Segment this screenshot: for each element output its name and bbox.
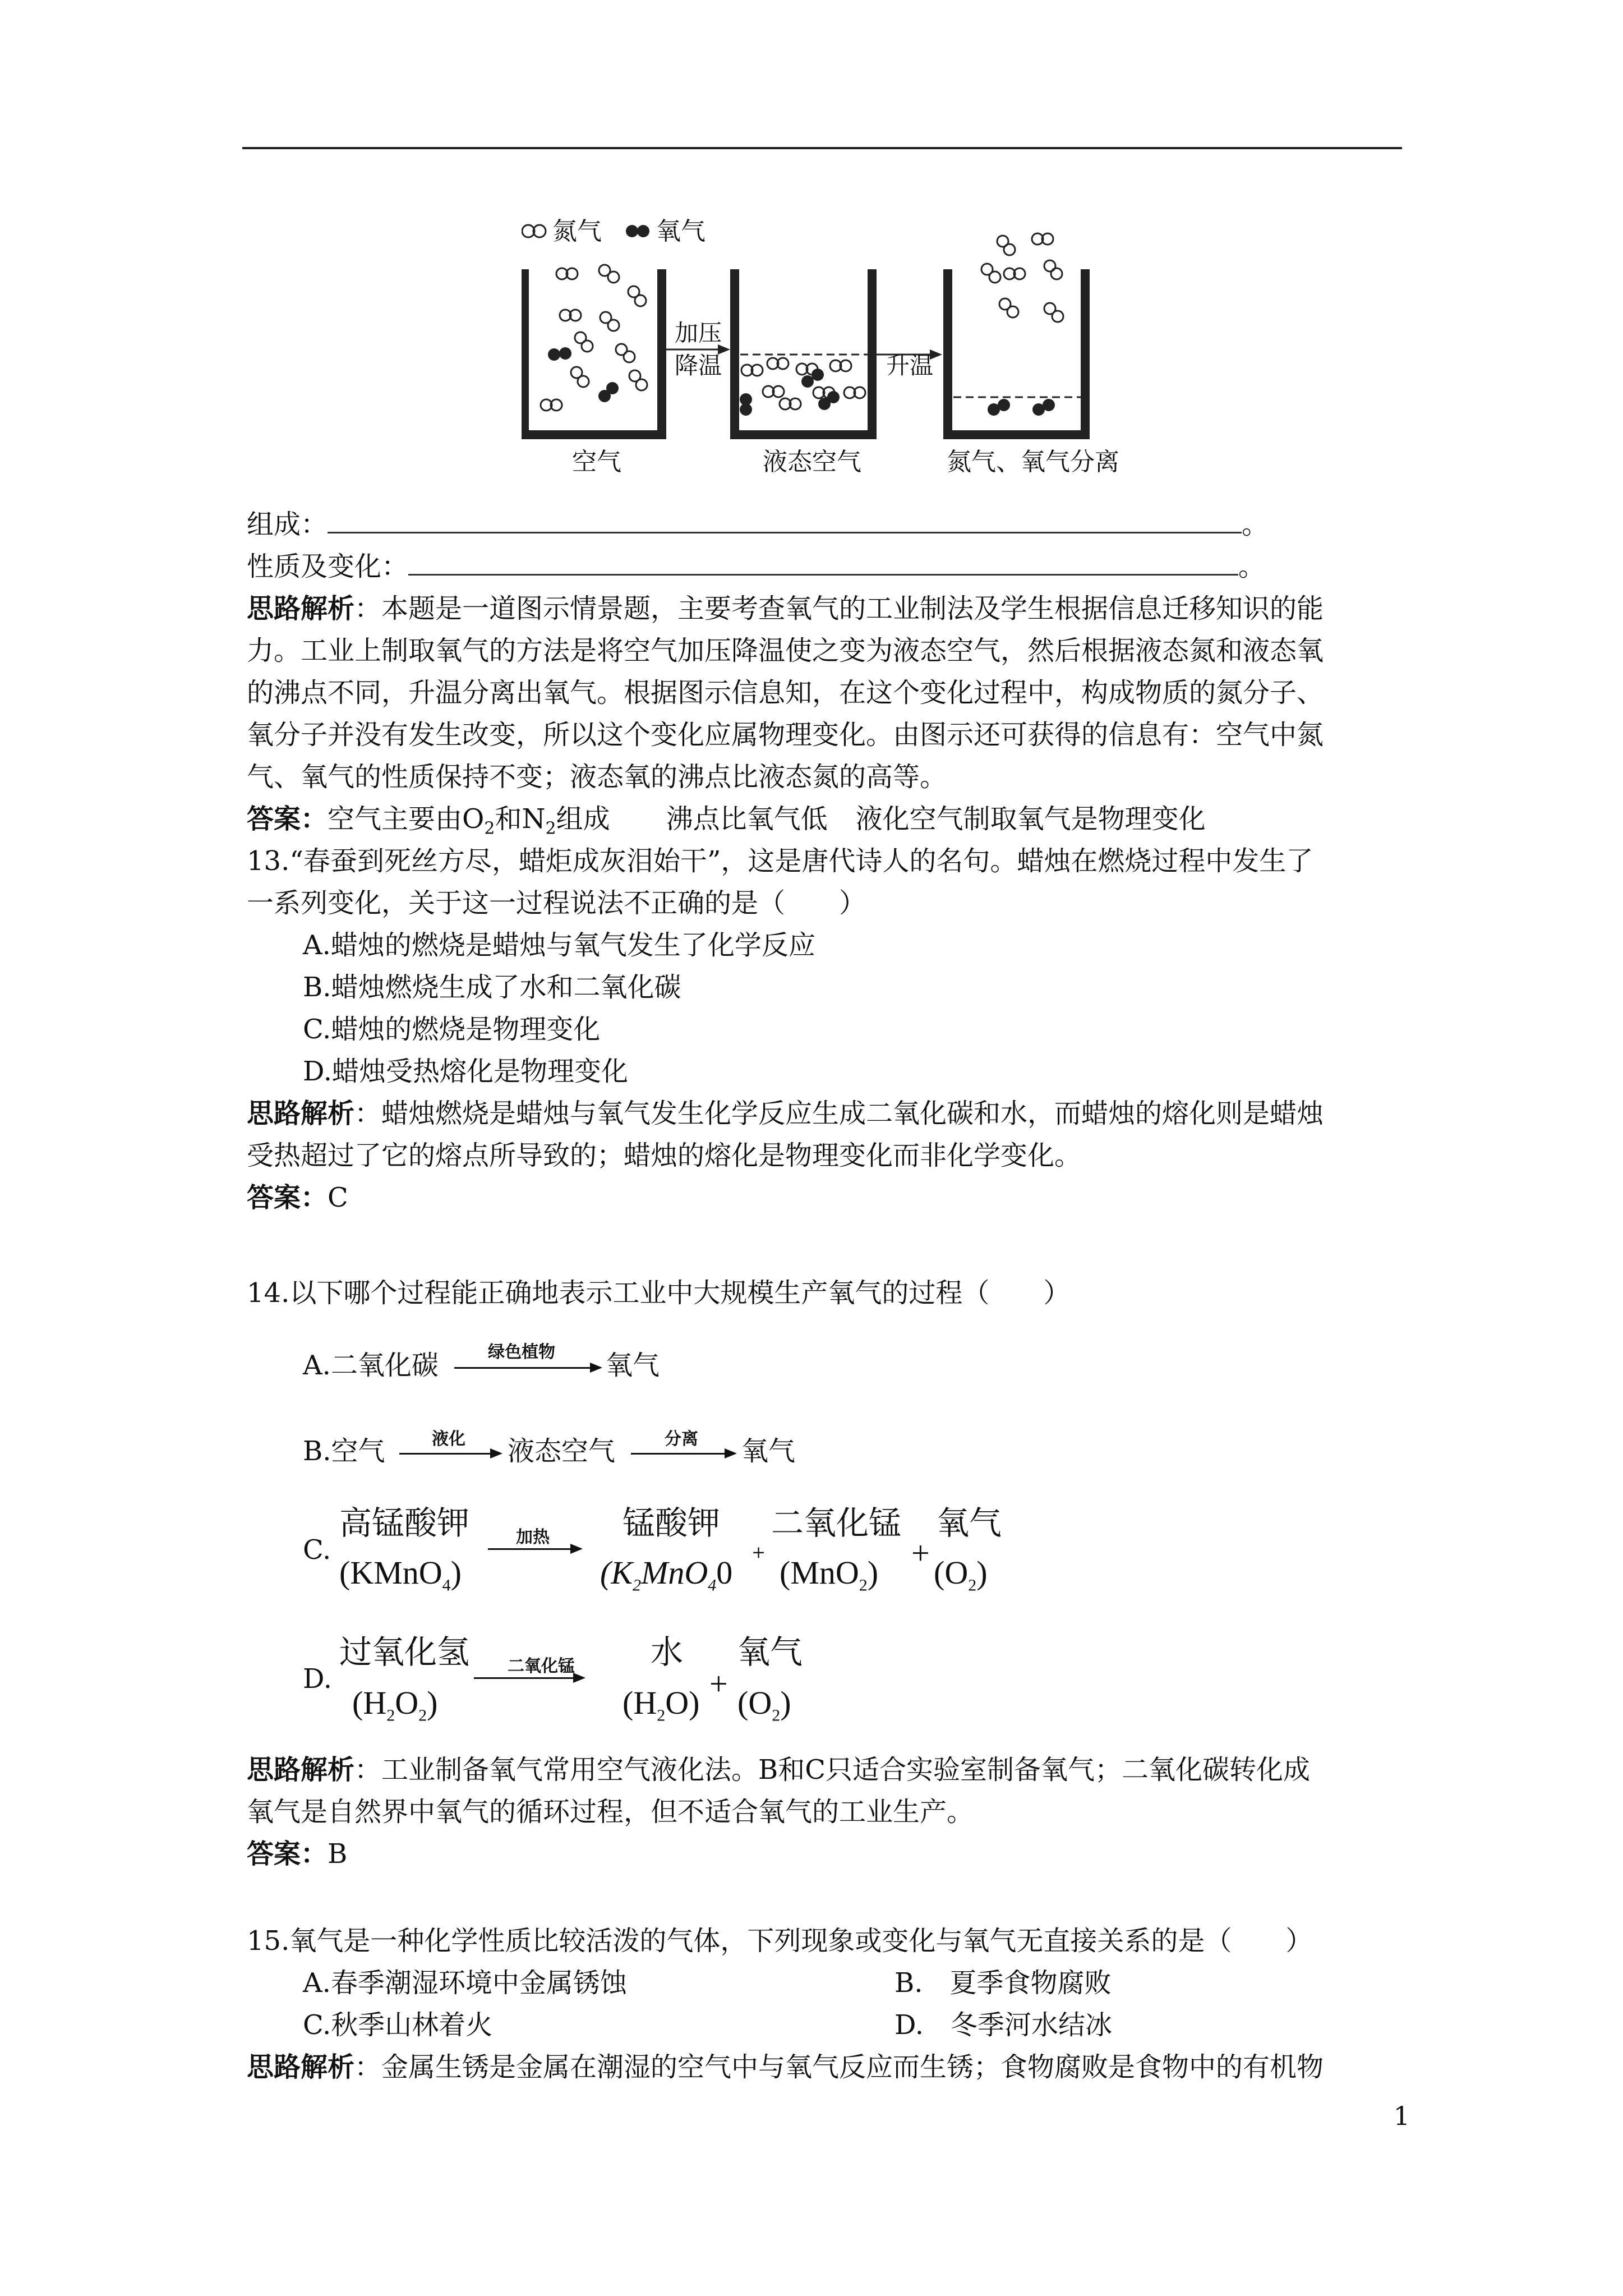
q12-analysis-line-4: 氧分子并没有发生改变，所以这个变化应属物理变化。由图示还可获得的信息有：空气中氮 bbox=[247, 719, 1324, 751]
analysis-text: ：工业制备氧气常用空气液化法。B和C只适合实验室制备氧气；二氧化碳转化成 bbox=[354, 1754, 1311, 1786]
option-b-arrow-2 bbox=[631, 1453, 735, 1455]
option-b-condition-2: 分离 bbox=[665, 1429, 698, 1449]
d-arrow bbox=[474, 1677, 583, 1679]
d-product-2-formula: $(O_2)$ bbox=[737, 1685, 791, 1725]
c-product-1-formula: ($K_2MnO_40$ bbox=[600, 1554, 733, 1595]
q15-analysis-line-1 bbox=[247, 2050, 1324, 2084]
property-label: 性质及变化： bbox=[247, 551, 409, 582]
q14-stem: 14.以下哪个过程能正确地表示工业中大规模生产氧气的过程（ ） bbox=[247, 1277, 1071, 1309]
q14-analysis-line-2: 氧气是自然界中氧气的循环过程，但不适合氧气的工业生产。 bbox=[247, 1796, 974, 1828]
option-a-condition: 绿色植物 bbox=[488, 1342, 555, 1362]
answer-title: 答案： bbox=[247, 1182, 328, 1213]
q12-analysis-line-2: 力。工业上制取氧气的方法是将空气加压降温使之变为液态空气，然后根据液态氮和液态氧 bbox=[247, 635, 1324, 666]
analysis-text: ：金属生锈是金属在潮湿的空气中与氧气反应而生锈；食物腐败是食物中的有机物 bbox=[354, 2051, 1324, 2083]
q15-stem: 15.氧气是一种化学性质比较活泼的气体，下列现象或变化与氧气无直接关系的是（ ） bbox=[247, 1925, 1313, 1957]
d-plus: + bbox=[709, 1665, 728, 1702]
analysis-title: 思路解析 bbox=[247, 1098, 355, 1129]
q13-option-b[interactable]: B.蜡烛燃烧生成了水和二氧化碳 bbox=[303, 972, 681, 1003]
arrow-heat bbox=[876, 349, 942, 379]
q15-option-c[interactable]: C.秋季山林着火 bbox=[303, 2009, 493, 2041]
q13-option-a[interactable]: A.蜡烛的燃烧是蜡烛与氧气发生了化学反应 bbox=[303, 930, 815, 961]
option-b-arrow-1 bbox=[399, 1453, 500, 1455]
formula-part: (H bbox=[352, 1685, 387, 1721]
period: 。 bbox=[1238, 551, 1266, 582]
legend-o2-label: 氧气 bbox=[656, 217, 706, 246]
period: 。 bbox=[1242, 509, 1269, 540]
composition-blank[interactable] bbox=[328, 509, 1242, 533]
answer-part: 组成 bbox=[556, 803, 610, 835]
d-reactant-name: 过氧化氢 bbox=[339, 1634, 470, 1671]
formula-part: (K bbox=[600, 1554, 633, 1591]
property-blank[interactable] bbox=[408, 551, 1238, 576]
analysis-title: 思路解析 bbox=[247, 1754, 355, 1786]
q12-analysis-line-1 bbox=[247, 592, 1324, 625]
composition-line bbox=[247, 508, 1269, 541]
legend-n2-label: 氮气 bbox=[552, 217, 602, 246]
beaker-separated bbox=[947, 233, 1119, 476]
q14-option-d[interactable]: D. bbox=[303, 1663, 333, 1695]
formula-part: MnO bbox=[641, 1554, 708, 1591]
option-a-arrow bbox=[454, 1367, 600, 1369]
answer-value: B bbox=[328, 1838, 348, 1870]
q12-analysis-line-5: 气、氧气的性质保持不变；液态氧的沸点比液态氮的高等。 bbox=[247, 761, 947, 793]
q15-option-a[interactable]: A.春季潮湿环境中金属锈蚀 bbox=[303, 1967, 627, 1999]
page-number: 1 bbox=[1393, 2101, 1410, 2131]
d-product-1-formula: $(H_2O)$ bbox=[623, 1685, 700, 1725]
label-separated: 氮气、氧气分离 bbox=[947, 448, 1119, 476]
property-line bbox=[247, 550, 1265, 583]
q15-option-d[interactable]: D. 冬季河水结冰 bbox=[895, 2009, 1113, 2041]
q13-analysis-line-1 bbox=[247, 1097, 1324, 1130]
header-rule bbox=[242, 147, 1402, 149]
q12-analysis-line-3: 的沸点不同，升温分离出氧气。根据图示信息知，在这个变化过程中，构成物质的氮分子、 bbox=[247, 677, 1324, 708]
arrow-compress-cool bbox=[666, 319, 730, 379]
q13-answer bbox=[247, 1181, 348, 1214]
c-reactant-formula: (KMnO$_4$) bbox=[339, 1554, 462, 1595]
beaker-air bbox=[524, 265, 662, 476]
step1-bottom-label: 降温 bbox=[675, 352, 722, 379]
q14-option-b[interactable] bbox=[303, 1429, 385, 1468]
q13-stem-2: 一系列变化，关于这一过程说法不正确的是（ ） bbox=[247, 887, 866, 919]
formula-part: (O bbox=[934, 1554, 969, 1591]
formula-part: (O bbox=[737, 1685, 772, 1721]
c-product-2-formula: (MnO$_2$) bbox=[780, 1554, 879, 1595]
q13-option-d[interactable]: D.蜡烛受热熔化是物理变化 bbox=[303, 1056, 629, 1087]
answer-part: 沸点比氧气低 bbox=[666, 803, 828, 835]
q14-answer bbox=[247, 1837, 347, 1871]
formula-part: (H bbox=[623, 1685, 657, 1721]
q14-option-c[interactable]: C. bbox=[303, 1534, 331, 1566]
c-plus-2: + bbox=[911, 1535, 930, 1571]
answer-title: 答案： bbox=[247, 1838, 328, 1870]
c-product-1-name: 锰酸钾 bbox=[623, 1505, 721, 1542]
d-product-1-name: 水 bbox=[651, 1634, 684, 1671]
q13-option-c[interactable]: C.蜡烛的燃烧是物理变化 bbox=[303, 1014, 601, 1045]
answer-value: C bbox=[328, 1182, 348, 1213]
q13-stem-1: 13.“春蚕到死丝方尽，蜡炬成灰泪始干”，这是唐代诗人的名句。蜡烛在燃烧过程中发生了 bbox=[247, 845, 1313, 877]
analysis-text: ：蜡烛燃烧是蜡烛与氧气发生化学反应生成二氧化碳和水，而蜡烛的熔化则是蜡烛 bbox=[354, 1098, 1324, 1129]
formula-part: O bbox=[395, 1685, 419, 1721]
label-air: 空气 bbox=[572, 448, 621, 476]
formula-part: (KMnO bbox=[339, 1554, 442, 1591]
answer-title: 答案： bbox=[247, 803, 328, 835]
c-condition: 加热 bbox=[516, 1527, 550, 1547]
d-product-2-name: 氧气 bbox=[737, 1634, 803, 1671]
q13-analysis-line-2: 受热超过了它的熔点所导致的；蜡烛的熔化是物理变化而非化学变化。 bbox=[247, 1140, 1082, 1171]
option-a-reactant: A.二氧化碳 bbox=[303, 1350, 439, 1381]
formula-part: 0 bbox=[716, 1554, 733, 1591]
formula-part: (MnO bbox=[780, 1554, 859, 1591]
c-product-2-name: 二氧化锰 bbox=[771, 1505, 902, 1542]
c-arrow bbox=[488, 1548, 580, 1550]
formula-part: O) bbox=[665, 1685, 700, 1721]
d-reactant-formula: $(H_2O_2)$ bbox=[352, 1685, 438, 1725]
legend bbox=[522, 217, 706, 246]
beaker-liquid-air bbox=[735, 269, 872, 476]
option-b-reactant: B.空气 bbox=[303, 1435, 385, 1467]
answer-part: 液化空气制取氧气是物理变化 bbox=[855, 803, 1206, 835]
c-reactant-name: 高锰酸钾 bbox=[339, 1505, 470, 1542]
label-liquid-air: 液态空气 bbox=[763, 448, 861, 476]
option-a-product: 氧气 bbox=[606, 1350, 660, 1381]
q12-answer: 答案：空气主要由$O_2$和$N_2$组成 沸点比氧气低 液化空气制取氧气是物理变化 bbox=[247, 803, 1206, 839]
c-product-3-formula: $(O_2)$ bbox=[934, 1554, 988, 1595]
step2-label: 升温 bbox=[886, 352, 934, 379]
option-b-product: 氧气 bbox=[741, 1435, 796, 1467]
q14-analysis-line-1 bbox=[247, 1753, 1310, 1787]
composition-label: 组成： bbox=[247, 509, 328, 540]
air-separation-diagram bbox=[522, 208, 1133, 488]
step1-top-label: 加压 bbox=[675, 319, 722, 347]
option-b-condition-1: 液化 bbox=[432, 1429, 465, 1449]
q14-option-a[interactable] bbox=[303, 1343, 439, 1382]
analysis-title: 思路解析 bbox=[247, 593, 355, 624]
analysis-text: ：本题是一道图示情景题，主要考查氧气的工业制法及学生根据信息迁移知识的能 bbox=[354, 593, 1324, 624]
c-product-3-name: 氧气 bbox=[937, 1505, 1002, 1542]
answer-part: 空气主要由O bbox=[328, 803, 485, 835]
d-condition: 二氧化锰 bbox=[508, 1657, 575, 1676]
q15-option-b[interactable]: B. 夏季食物腐败 bbox=[895, 1967, 1112, 1999]
c-plus-1: + bbox=[751, 1543, 766, 1562]
answer-part: 和N bbox=[495, 803, 546, 835]
analysis-title: 思路解析 bbox=[247, 2051, 355, 2083]
option-b-intermediate: 液态空气 bbox=[508, 1435, 616, 1467]
